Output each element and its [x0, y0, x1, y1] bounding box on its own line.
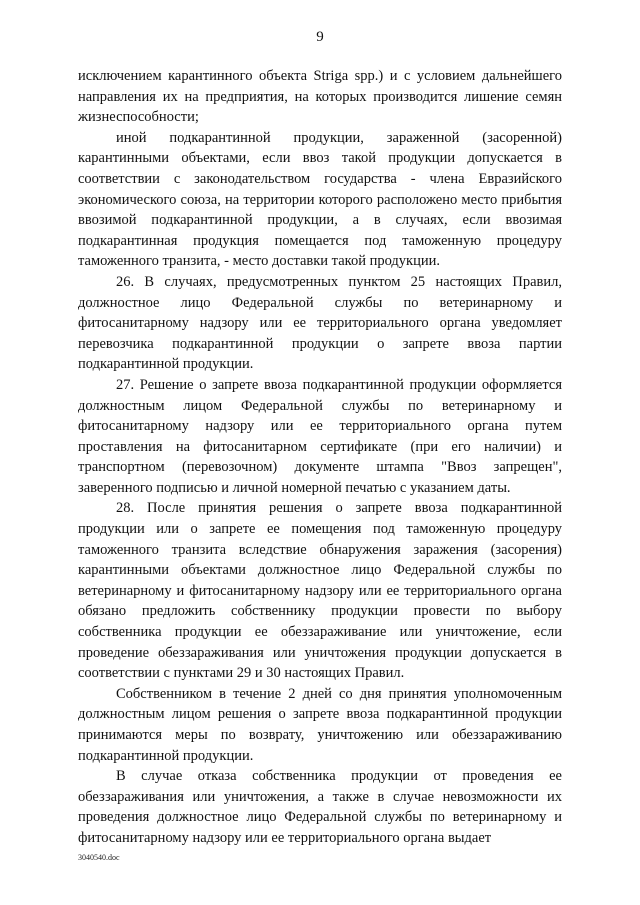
- paragraph-item-27: 27. Решение о запрете ввоза подкарантинной продукции оформляется должностным лицом Федеральной службы по ветеринарному и фитосанитарному надзору или ее территориального органа путем проставления на фитосанитарном сертификате (при его наличии) и транспортном (перевозочном) документе штампа "Ввоз запрещен", заверенного подписью и личной номерной печатью с указанием даты.: [78, 376, 562, 496]
- paragraph-owner-refusal: В случае отказа собственника продукции от проведения ее обеззараживания или уничтожения, а также в случае невозможности их проведения должностное лицо Федеральной службы по ветеринарному и фитосанитарному надзору или ее территориального органа выдает: [78, 768, 562, 846]
- paragraph-other-products: иной подкарантинной продукции, зараженной (засоренной) карантинными объектами, если ввоз такой продукции допускается в соответствии с законодательством государства - члена Евразийского экономического союза, на территории которого расположено место прибытия ввозимой подкарантинной продукции, а в случаях, если ввозимая подкарантинная продукция помещается под таможенную процедуру таможенного транзита, - место доставки такой продукции.: [78, 129, 562, 270]
- page-number: 9: [316, 29, 324, 45]
- paragraph-owner-measures: Собственником в течение 2 дней со дня принятия уполномоченным должностным лицом решения о запрете ввоза подкарантинной продукции принимаются меры по возврату, уничтожению или обеззараживанию подкарантинной продукции.: [78, 685, 562, 764]
- document-file-code: 3040540.doc: [78, 853, 120, 862]
- paragraph-striga-continuation: исключением карантинного объекта Striga spp.) и с условием дальнейшего направления их на предприятия, на которых производится лишение семян жизнеспособности;: [78, 68, 562, 126]
- paragraph-item-28: 28. После принятия решения о запрете ввоза подкарантинной продукции или о запрете ее помещения под таможенную процедуру таможенного транзита вследствие обнаружения заражения (засорения) карантинными объектами должностное лицо Федеральной службы по ветеринарному и фитосанитарному надзору или ее территориального органа обязано предложить собственнику продукции провести по выбору собственника продукции ее обеззараживание или уничтожение, если проведение обеззараживания или уничтожения продукции допускается в соответствии с пунктами 29 и 30 настоящих Правил.: [78, 500, 562, 682]
- paragraph-item-26: 26. В случаях, предусмотренных пунктом 25 настоящих Правил, должностное лицо Федеральной службы по ветеринарному и фитосанитарному надзору или ее территориального органа уведомляет перевозчика подкарантинной продукции о запрете ввоза партии подкарантинной продукции.: [78, 273, 562, 373]
- document-body: [78, 66, 562, 849]
